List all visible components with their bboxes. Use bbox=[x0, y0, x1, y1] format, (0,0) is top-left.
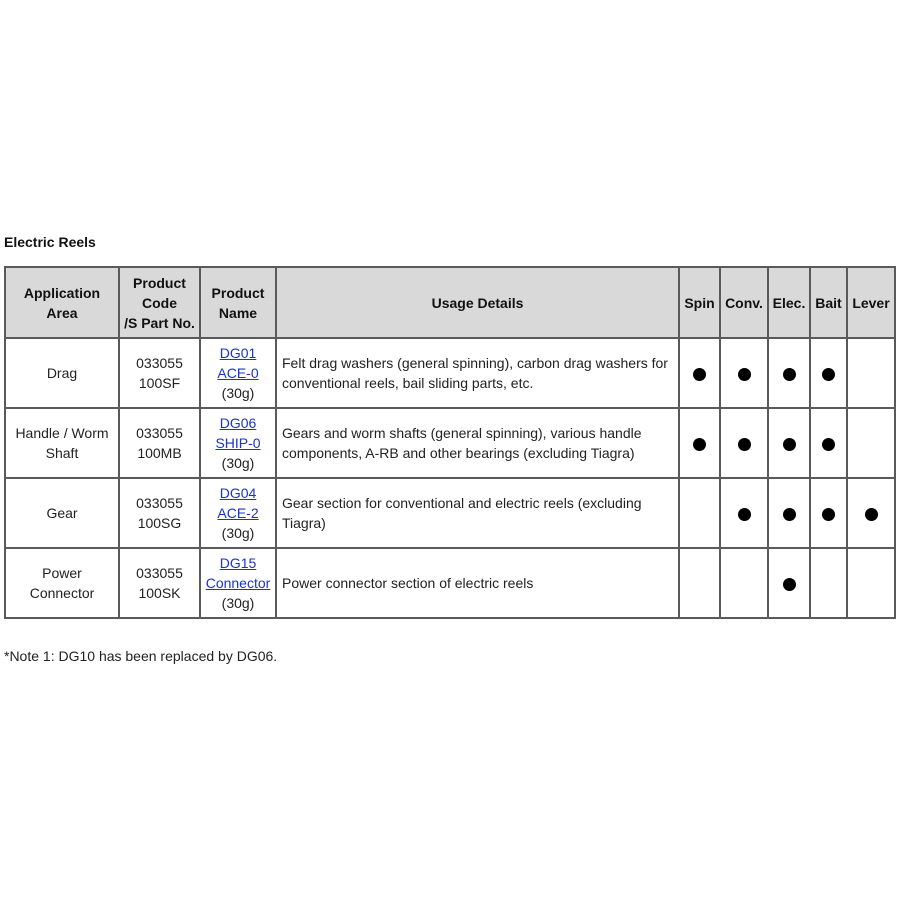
product-link[interactable]: DG15 bbox=[219, 555, 257, 571]
header-spin: Spin bbox=[679, 267, 720, 338]
footnote: *Note 1: DG10 has been replaced by DG06. bbox=[4, 648, 278, 664]
product-name-cell bbox=[200, 478, 276, 548]
table-row bbox=[5, 478, 895, 548]
product-name-cell bbox=[200, 338, 276, 408]
product-link[interactable]: ACE-0 bbox=[217, 365, 259, 381]
usage-details-cell: Power connector section of electric reels bbox=[276, 548, 679, 618]
product-name-cell bbox=[200, 548, 276, 618]
product-link[interactable]: ACE-2 bbox=[217, 505, 259, 521]
table-row bbox=[5, 408, 895, 478]
filled-circle-icon bbox=[738, 438, 751, 451]
product-code-cell: 033055 100SF bbox=[119, 338, 200, 408]
application-area-cell: Handle / Worm Shaft bbox=[5, 408, 119, 478]
conv-cell bbox=[720, 338, 768, 408]
header-lever: Lever bbox=[847, 267, 895, 338]
elec-cell bbox=[768, 548, 810, 618]
filled-circle-icon bbox=[693, 438, 706, 451]
elec-cell bbox=[768, 338, 810, 408]
usage-details-cell: Gears and worm shafts (general spinning), various handle components, A-RB and other bearings (excluding Tiagra) bbox=[276, 408, 679, 478]
usage-details-cell: Felt drag washers (general spinning), carbon drag washers for conventional reels, bail sliding parts, etc. bbox=[276, 338, 679, 408]
header-bait: Bait bbox=[810, 267, 847, 338]
lever-cell bbox=[847, 338, 895, 408]
filled-circle-icon bbox=[865, 508, 878, 521]
application-area-cell: Power Connector bbox=[5, 548, 119, 618]
product-weight: (30g) bbox=[221, 455, 255, 471]
lever-cell bbox=[847, 408, 895, 478]
filled-circle-icon bbox=[783, 368, 796, 381]
filled-circle-icon bbox=[738, 368, 751, 381]
header-row bbox=[5, 267, 895, 338]
header-usage-details: Usage Details bbox=[276, 267, 679, 338]
table-body bbox=[5, 338, 895, 618]
spin-cell bbox=[679, 478, 720, 548]
header-elec: Elec. bbox=[768, 267, 810, 338]
filled-circle-icon bbox=[738, 508, 751, 521]
usage-details-cell: Gear section for conventional and electric reels (excluding Tiagra) bbox=[276, 478, 679, 548]
conv-cell bbox=[720, 478, 768, 548]
product-link[interactable]: DG01 bbox=[219, 345, 257, 361]
header-product-code: Product Code /S Part No. bbox=[119, 267, 200, 338]
spin-cell bbox=[679, 408, 720, 478]
filled-circle-icon bbox=[783, 578, 796, 591]
product-weight: (30g) bbox=[221, 385, 255, 401]
application-area-cell: Gear bbox=[5, 478, 119, 548]
filled-circle-icon bbox=[783, 508, 796, 521]
conv-cell bbox=[720, 548, 768, 618]
product-weight: (30g) bbox=[221, 595, 255, 611]
section-title: Electric Reels bbox=[4, 234, 96, 250]
spin-cell bbox=[679, 548, 720, 618]
product-link[interactable]: SHIP-0 bbox=[215, 435, 261, 451]
table-row bbox=[5, 338, 895, 408]
bait-cell bbox=[810, 338, 847, 408]
filled-circle-icon bbox=[822, 438, 835, 451]
product-link[interactable]: DG06 bbox=[219, 415, 257, 431]
filled-circle-icon bbox=[693, 368, 706, 381]
electric-reels-table bbox=[4, 266, 896, 619]
product-name-cell bbox=[200, 408, 276, 478]
header-conv: Conv. bbox=[720, 267, 768, 338]
product-code-cell: 033055 100SK bbox=[119, 548, 200, 618]
conv-cell bbox=[720, 408, 768, 478]
bait-cell bbox=[810, 478, 847, 548]
application-area-cell: Drag bbox=[5, 338, 119, 408]
elec-cell bbox=[768, 408, 810, 478]
product-link[interactable]: Connector bbox=[205, 575, 271, 591]
lever-cell bbox=[847, 548, 895, 618]
product-weight: (30g) bbox=[221, 525, 255, 541]
elec-cell bbox=[768, 478, 810, 548]
filled-circle-icon bbox=[822, 368, 835, 381]
header-product-name: Product Name bbox=[200, 267, 276, 338]
product-code-cell: 033055 100MB bbox=[119, 408, 200, 478]
filled-circle-icon bbox=[783, 438, 796, 451]
spin-cell bbox=[679, 338, 720, 408]
bait-cell bbox=[810, 408, 847, 478]
product-code-cell: 033055 100SG bbox=[119, 478, 200, 548]
bait-cell bbox=[810, 548, 847, 618]
lever-cell bbox=[847, 478, 895, 548]
filled-circle-icon bbox=[822, 508, 835, 521]
table-row bbox=[5, 548, 895, 618]
product-link[interactable]: DG04 bbox=[219, 485, 257, 501]
header-application-area: Application Area bbox=[5, 267, 119, 338]
